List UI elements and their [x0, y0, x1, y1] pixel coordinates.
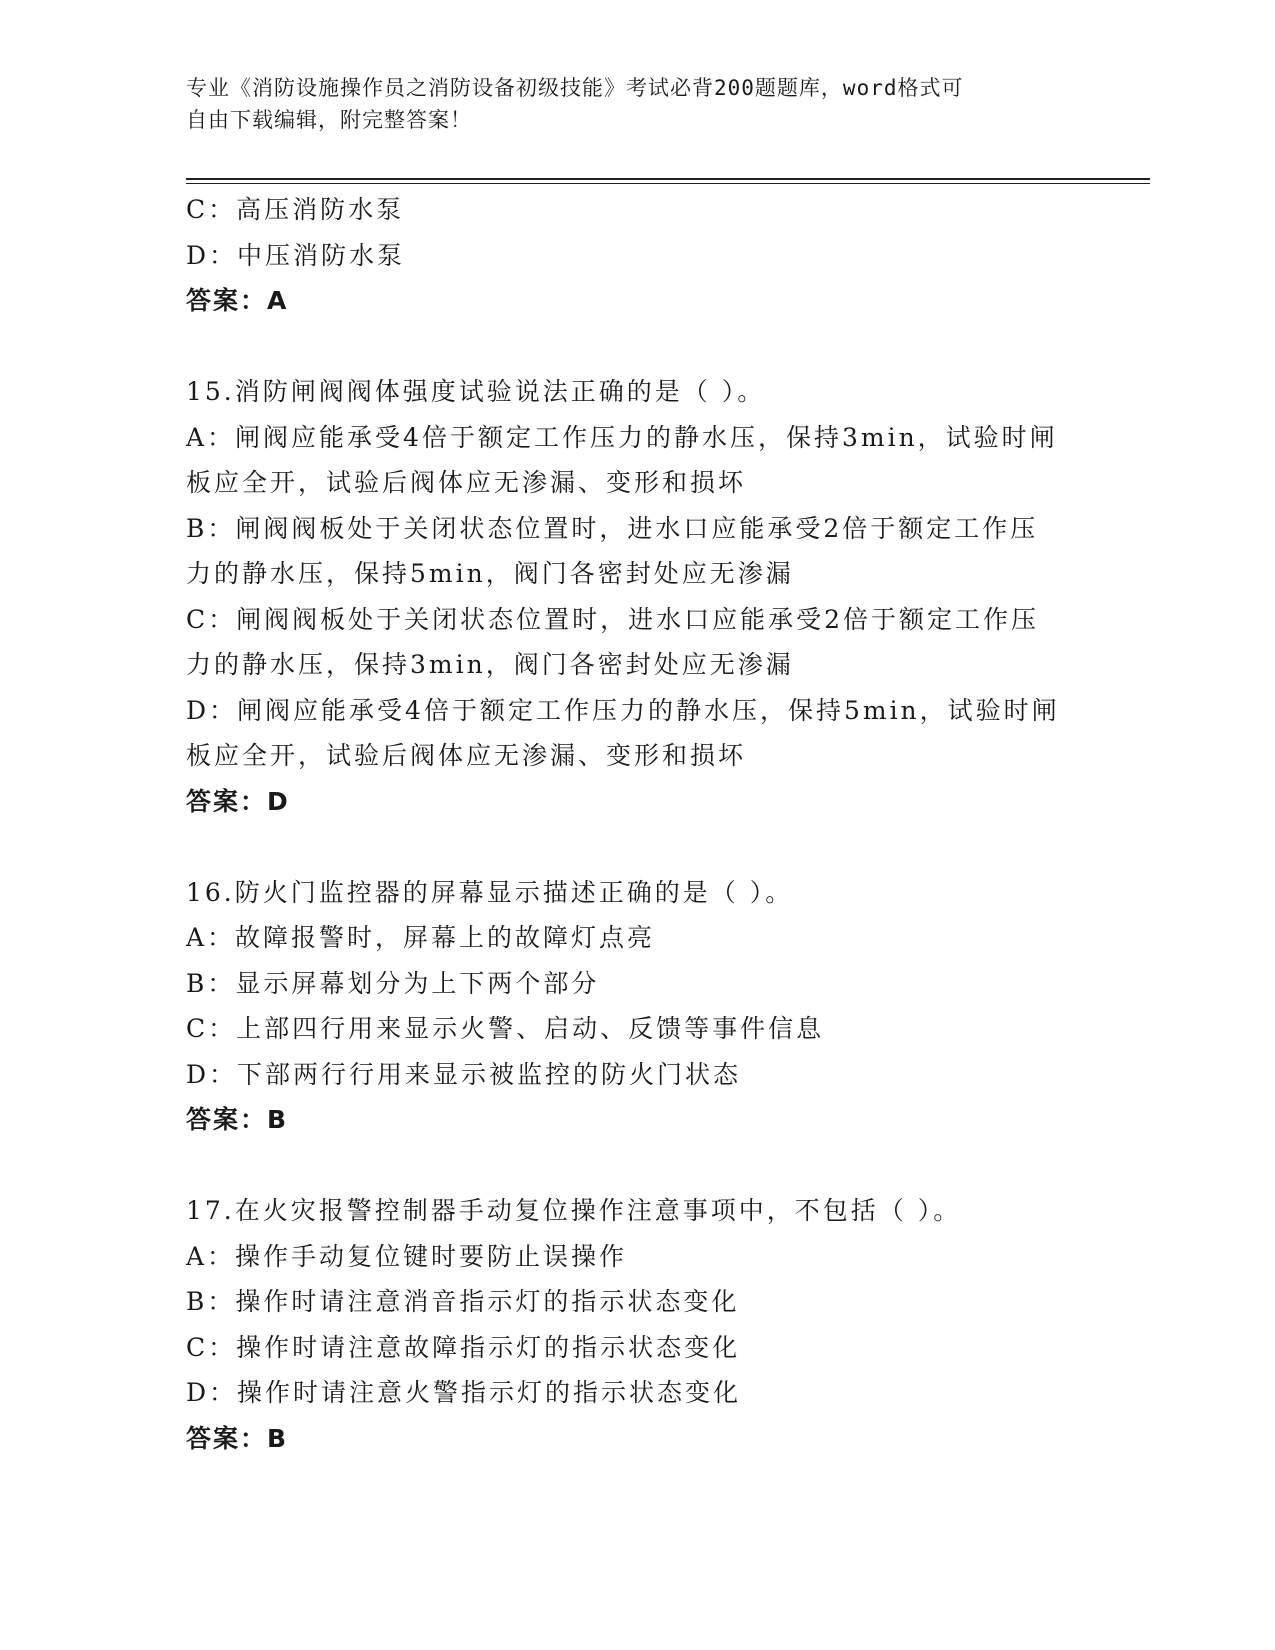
option-c-cont: 力的静水压，保持3min，阀门各密封处应无渗漏 [186, 650, 794, 679]
spacer [186, 824, 1086, 870]
option-a: A：故障报警时，屏幕上的故障灯点亮 [186, 923, 656, 952]
header-divider [186, 178, 1150, 180]
option-d: D：操作时请注意火警指示灯的指示状态变化 [186, 1378, 742, 1407]
option-a-cont: 板应全开，试验后阀体应无渗漏、变形和损坏 [186, 468, 747, 497]
option-c: C：操作时请注意故障指示灯的指示状态变化 [186, 1332, 741, 1362]
option-d: D：闸阀应能承受4倍于额定工作压力的静水压，保持5min，试验时闸 [186, 695, 1060, 725]
option-d: D：下部两行行用来显示被监控的防火门状态 [186, 1059, 742, 1089]
option-d-cont: 板应全开，试验后阀体应无渗漏、变形和损坏 [186, 741, 747, 770]
answer: 答案：D [186, 786, 290, 816]
header-line-1: 专业《消防设施操作员之消防设备初级技能》考试必背200题题库，word格式可 [186, 76, 964, 100]
answer: 答案：B [186, 1105, 289, 1134]
option-b-cont: 力的静水压，保持5min，阀门各密封处应无渗漏 [186, 559, 794, 588]
question-17 [186, 1188, 1086, 1461]
option-a: A：操作手动复位键时要防止误操作 [186, 1241, 628, 1271]
option-c: C：高压消防水泵 [186, 195, 405, 224]
question-stem: 15.消防闸阀阀体强度试验说法正确的是（ ）。 [186, 377, 766, 406]
question-16 [186, 870, 1086, 1143]
question-stem: 16.防火门监控器的屏幕显示描述正确的是（ ）。 [186, 877, 794, 907]
spacer [186, 324, 1086, 370]
answer: 答案：B [186, 1423, 289, 1453]
option-b: B：操作时请注意消音指示灯的指示状态变化 [186, 1287, 740, 1316]
document-body [186, 187, 1086, 1461]
option-b: B：闸阀阀板处于关闭状态位置时，进水口应能承受2倍于额定工作压 [186, 513, 1039, 543]
answer: 答案：A [186, 286, 289, 315]
option-d: D：中压消防水泵 [186, 240, 406, 270]
question-stem: 17.在火灾报警控制器手动复位操作注意事项中，不包括（ ）。 [186, 1196, 962, 1225]
option-b: B：显示屏幕划分为上下两个部分 [186, 968, 600, 998]
question-15 [186, 369, 1086, 824]
option-a: A：闸阀应能承受4倍于额定工作压力的静水压，保持3min，试验时闸 [186, 422, 1058, 452]
header-line-2: 自由下载编辑，附完整答案！ [186, 108, 472, 132]
document-header [186, 72, 1086, 136]
option-c: C：闸阀阀板处于关闭状态位置时，进水口应能承受2倍于额定工作压 [186, 604, 1040, 634]
spacer [186, 1143, 1086, 1189]
option-c: C：上部四行用来显示火警、启动、反馈等事件信息 [186, 1014, 825, 1043]
carryover-question [186, 187, 1086, 324]
